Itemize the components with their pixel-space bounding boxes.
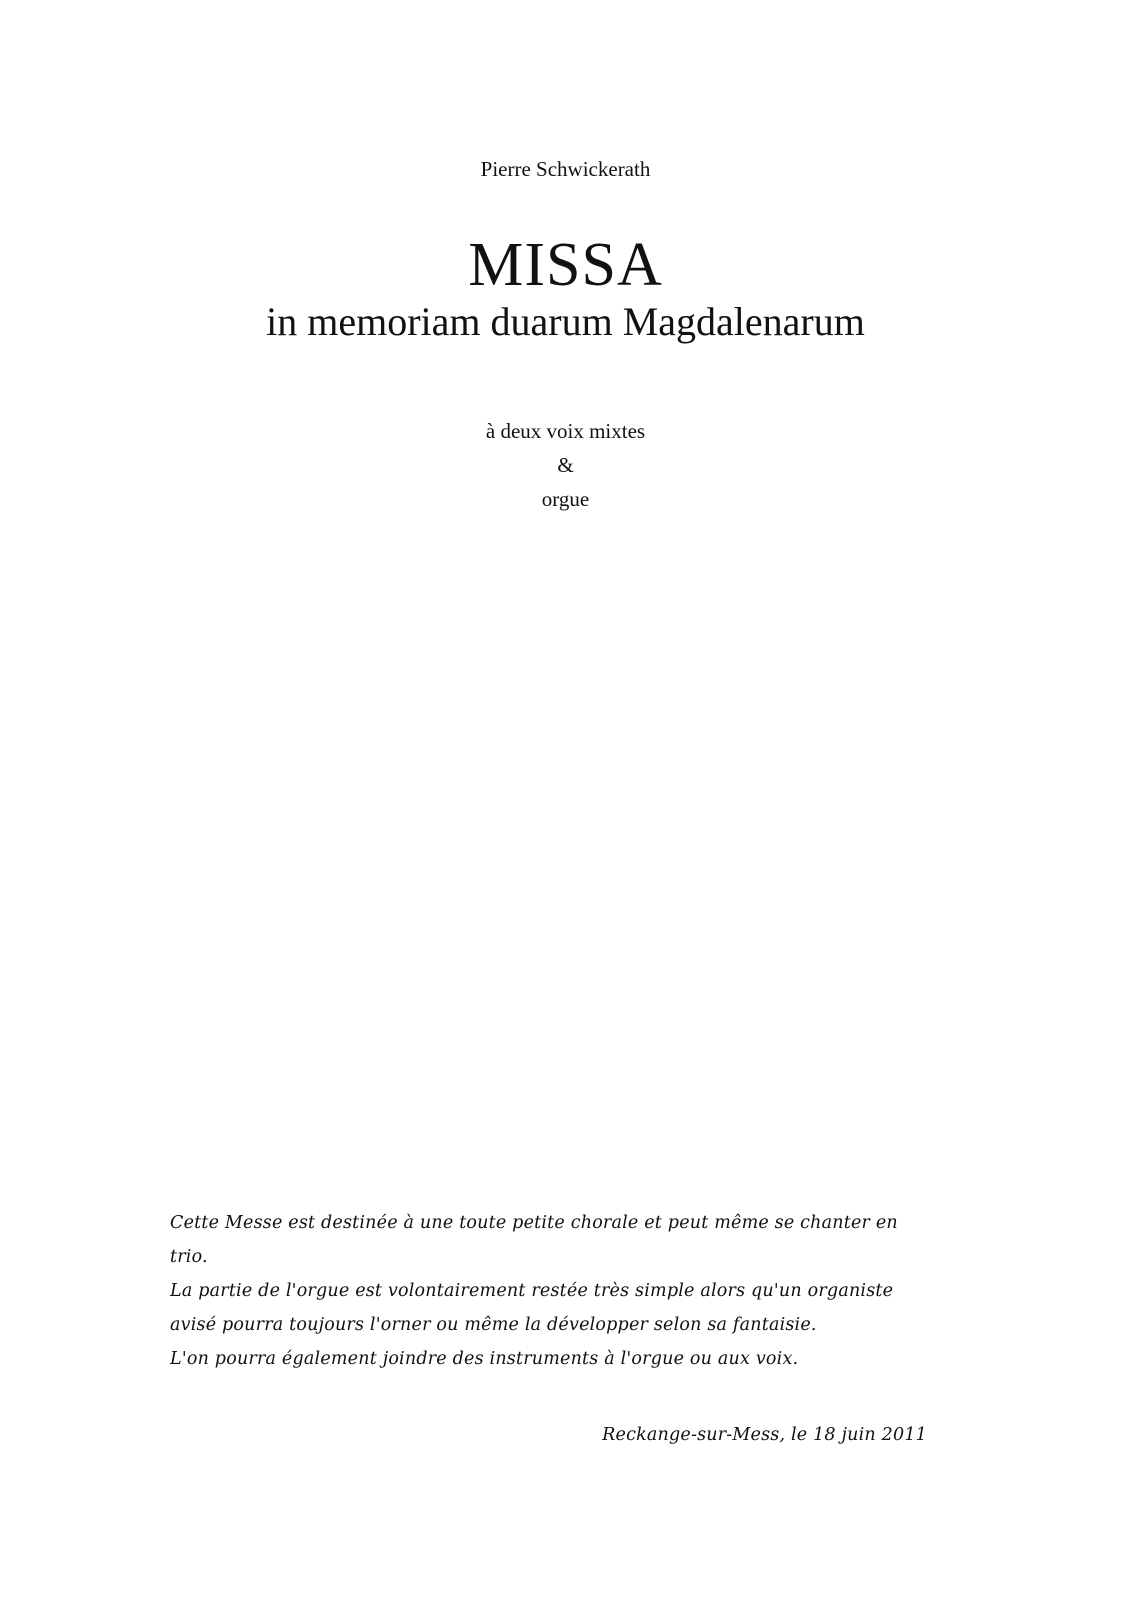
instrumentation-ampersand: & — [557, 453, 574, 477]
page-title: MISSA — [468, 231, 663, 299]
performance-note — [170, 1206, 930, 1376]
instrumentation-voices: à deux voix mixtes — [485, 419, 646, 443]
note-line: La partie de l'orgue est volontairement restée très simple alors qu'un organiste — [170, 1281, 894, 1301]
note-line: avisé pourra toujours l'orner ou même la développer selon sa fantaisie. — [170, 1315, 817, 1335]
place-date-signature: Reckange-sur-Mess, le 18 juin 2011 — [602, 1425, 927, 1445]
note-line: trio. — [170, 1247, 208, 1267]
author-name: Pierre Schwickerath — [480, 157, 651, 181]
instrumentation-organ: orgue — [541, 487, 590, 511]
note-line: Cette Messe est destinée à une toute petite chorale et peut même se chanter en — [170, 1213, 898, 1233]
page-subtitle: in memoriam duarum Magdalenarum — [266, 299, 865, 344]
instrumentation-block — [0, 414, 1131, 516]
note-line: L'on pourra également joindre des instruments à l'orgue ou aux voix. — [170, 1349, 799, 1369]
